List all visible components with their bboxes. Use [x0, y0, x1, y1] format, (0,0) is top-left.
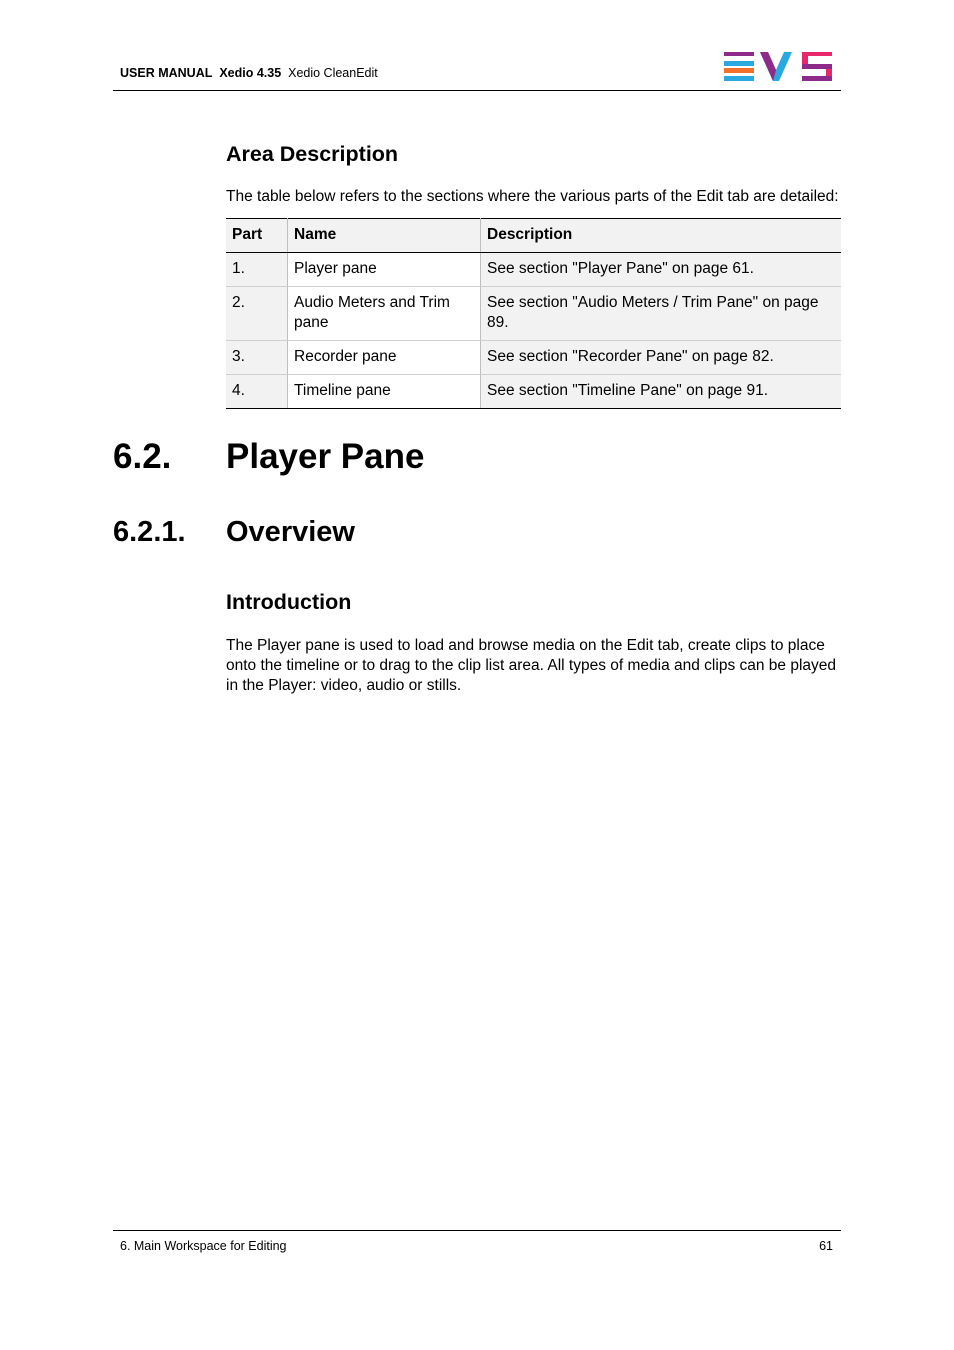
- introduction-text: The Player pane is used to load and browse media on the Edit tab, create clips to place onto the timeline or to drag to the clip list area. All types of media and clips can be played in the Player: video, audio or stills.: [226, 637, 837, 694]
- column-header-description: Description: [481, 219, 842, 253]
- header-manual-label: USER MANUAL: [120, 66, 213, 80]
- cell-part: 4.: [226, 375, 288, 409]
- evs-logo: [724, 52, 834, 82]
- cell-part: 1.: [226, 253, 288, 287]
- area-description-intro: The table below refers to the sections where the various parts of the Edit tab are detailed:: [226, 188, 839, 205]
- subsection-heading: [113, 516, 355, 549]
- footer-chapter: 6. Main Workspace for Editing: [120, 1239, 287, 1253]
- page-header: [113, 50, 841, 91]
- cell-description: See section "Timeline Pane" on page 91.: [481, 375, 842, 409]
- section-number: 6.2.: [113, 437, 172, 476]
- table-row: [226, 253, 841, 287]
- header-module: Xedio CleanEdit: [288, 66, 378, 80]
- cell-name: Recorder pane: [288, 341, 481, 375]
- page-footer: [113, 1230, 841, 1253]
- table-row: [226, 341, 841, 375]
- header-product: Xedio 4.35: [219, 66, 282, 80]
- cell-description: See section "Player Pane" on page 61.: [481, 253, 842, 287]
- section-heading: [113, 437, 424, 477]
- table-header-row: [226, 219, 841, 253]
- cell-name: Player pane: [288, 253, 481, 287]
- subsection-title: Overview: [226, 516, 355, 548]
- subsection-number: 6.2.1.: [113, 516, 186, 548]
- cell-part: 3.: [226, 341, 288, 375]
- cell-name: Audio Meters and Trim pane: [288, 287, 481, 341]
- table-row: [226, 287, 841, 341]
- table-row: [226, 375, 841, 409]
- footer-page-number: 61: [819, 1239, 833, 1253]
- column-header-part: Part: [226, 219, 288, 253]
- introduction-title: Introduction: [226, 590, 352, 614]
- header-text: [120, 66, 378, 80]
- cell-description: See section "Recorder Pane" on page 82.: [481, 341, 842, 375]
- cell-description: See section "Audio Meters / Trim Pane" on page 89.: [481, 287, 842, 341]
- section-title: Player Pane: [226, 437, 425, 476]
- cell-part: 2.: [226, 287, 288, 341]
- cell-name: Timeline pane: [288, 375, 481, 409]
- column-header-name: Name: [288, 219, 481, 253]
- area-description-table: [226, 218, 841, 409]
- area-description-title: Area Description: [226, 142, 399, 166]
